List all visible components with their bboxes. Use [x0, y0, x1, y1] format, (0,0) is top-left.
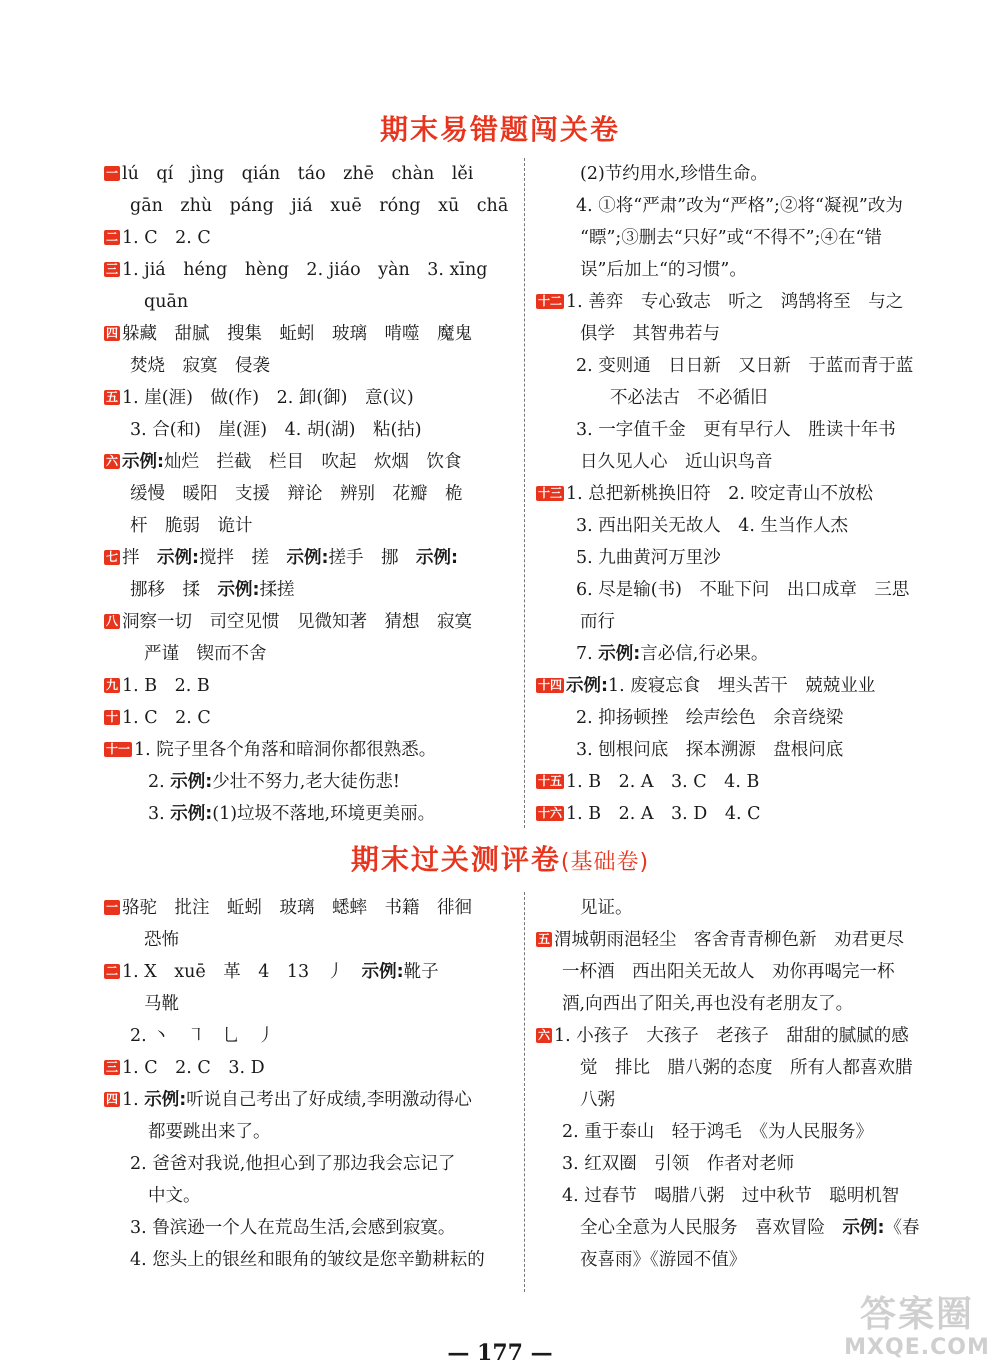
answer-item: 六 1. 小孩子 大孩子 老孩子 甜甜的腻腻的感: [538, 1026, 909, 1046]
section2-title: 期末过关测评卷(基础卷): [350, 843, 650, 876]
number-badge: 十: [106, 710, 119, 724]
example-label: 示例:: [144, 1090, 187, 1110]
answer-line: 酒,向西出了阳关,再也没有老朋友了。: [562, 994, 854, 1014]
example-label: 示例:: [157, 548, 200, 568]
answer-line: 一杯酒 西出阳关无故人 劝你再喝完一杯: [562, 962, 895, 982]
answer-item: 五 1. 崖(涯) 做(作) 2. 卸(御) 意(议): [106, 388, 414, 408]
number-badge: 三: [106, 262, 119, 276]
answer-line: 3. 鲁滨逊一个人在荒岛生活,会感到寂寞。: [130, 1218, 456, 1238]
number-badge: 四: [106, 1092, 119, 1106]
answer-line: “瞟”;③删去“只好”或“不得不”;④在“错: [580, 228, 882, 248]
section1-title: 期末易错题闯关卷: [379, 113, 620, 146]
number-badge: 四: [106, 326, 119, 340]
answer-line: 不必法古 不必循旧: [610, 388, 768, 408]
answer-item: 十五 1. B 2. A 3. C 4. B: [538, 772, 760, 792]
answer-line: 3. 西出阳关无故人 4. 生当作人杰: [576, 516, 849, 536]
number-badge: 十三: [538, 486, 563, 500]
answer-item: 四 躲藏 甜腻 搜集 蚯蚓 玻璃 啃噬 魔鬼: [106, 324, 473, 344]
answer-line: 严谨 锲而不舍: [144, 644, 267, 664]
answer-line: 挪移 揉 示例:揉搓: [130, 580, 295, 600]
column-divider: [524, 158, 525, 828]
answer-line: 5. 九曲黄河万里沙: [576, 548, 721, 568]
answer-item: 十 1. C 2. C: [106, 708, 211, 728]
answer-item: 十四 示例:1. 废寝忘食 埋头苦干 兢兢业业: [538, 676, 876, 696]
answer-line: 杆 脆弱 诡计: [130, 516, 253, 536]
answer-line: gān zhù páng jiá xuē róng xū chā: [130, 196, 509, 216]
answer-item: 二 1. X xuē 革 4 13 丿 示例:靴子: [106, 962, 439, 982]
answer-line: 都要跳出来了。: [148, 1122, 271, 1142]
example-label: 示例:: [842, 1218, 885, 1238]
answer-line: 6. 尽是输(书) 不耻下问 出口成章 三思: [576, 580, 910, 600]
number-badge: 五: [106, 390, 119, 404]
number-badge: 五: [538, 932, 551, 946]
answer-line: 俱学 其智弗若与: [580, 324, 720, 344]
example-label: 示例:: [286, 548, 329, 568]
answer-item: 十一 1. 院子里各个角落和暗洞你都很熟悉。: [106, 740, 437, 760]
answer-line: 中文。: [148, 1186, 201, 1206]
answer-item: 十三 1. 总把新桃换旧符 2. 咬定青山不放松: [538, 484, 874, 504]
number-badge: 六: [106, 454, 119, 468]
answer-line: 7. 示例:言必信,行必果。: [576, 644, 769, 664]
example-label: 示例:: [170, 772, 213, 792]
answer-item: 十六 1. B 2. A 3. D 4. C: [538, 804, 761, 824]
number-badge: 一: [106, 166, 119, 180]
example-label: 示例:: [122, 452, 165, 472]
section2-left-column: [104, 892, 514, 1276]
answer-line: 2. 示例:少壮不努力,老大徒伤悲!: [148, 772, 400, 792]
answer-line: 觉 排比 腊八粥的态度 所有人都喜欢腊: [580, 1058, 913, 1078]
section2-subtitle: (基础卷): [560, 850, 650, 875]
watermark-logo: [842, 1295, 992, 1361]
answer-item: 四 1. 示例:听说自己考出了好成绩,李明激动得心: [106, 1090, 472, 1110]
answer-item: 九 1. B 2. B: [106, 676, 210, 696]
answer-line: 日久见人心 近山识鸟音: [580, 452, 773, 472]
example-label: 示例:: [566, 676, 609, 696]
answer-item: 二 1. C 2. C: [106, 228, 211, 248]
answer-line: 2. 爸爸对我说,他担心到了那边我会忘记了: [130, 1154, 456, 1174]
answer-line: 恐怖: [144, 930, 179, 950]
answer-line: 3. 示例:(1)垃圾不落地,环境更美丽。: [148, 804, 436, 824]
example-label: 示例:: [598, 644, 641, 664]
answer-line: 全心全意为人民服务 喜欢冒险 示例:《春: [580, 1218, 920, 1238]
answer-line: 4. 过春节 喝腊八粥 过中秋节 聪明机智: [562, 1186, 900, 1206]
answer-item: 三 1. C 2. C 3. D: [106, 1058, 265, 1078]
number-badge: 九: [106, 678, 119, 692]
example-label: 示例:: [416, 548, 459, 568]
example-label: 示例:: [217, 580, 260, 600]
answer-line: 2. 变则通 日日新 又日新 于蓝而青于蓝: [576, 356, 914, 376]
answer-line: 3. 刨根问底 探本溯源 盘根问底: [576, 740, 844, 760]
answer-line: 马靴: [144, 994, 179, 1014]
number-badge: 十四: [538, 678, 563, 692]
answer-line: 4. ①将“严肃”改为“严格”;②将“凝视”改为: [576, 196, 903, 216]
number-badge: 十六: [538, 806, 563, 820]
answer-line: 3. 一字值千金 更有早行人 胜读十年书: [576, 420, 896, 440]
number-badge: 二: [106, 964, 119, 978]
answer-item: 一 骆驼 批注 蚯蚓 玻璃 蟋蟀 书籍 徘徊: [106, 898, 473, 918]
page-number: — 177 —: [447, 1340, 553, 1366]
answer-line: 夜喜雨》《游园不值》: [580, 1250, 747, 1270]
answer-line: 而行: [580, 612, 615, 632]
number-badge: 十五: [538, 774, 563, 788]
answer-line: 4. 您头上的银丝和眼角的皱纹是您辛勤耕耘的: [130, 1250, 485, 1270]
example-label: 示例:: [361, 962, 404, 982]
column-divider: [524, 892, 525, 1292]
answer-item: 六 示例:灿烂 拦截 栏目 吹起 炊烟 饮食: [106, 452, 462, 472]
answer-item: 五 渭城朝雨浥轻尘 客舍青青柳色新 劝君更尽: [538, 930, 905, 950]
watermark-text: 答案圈: [859, 1294, 974, 1335]
answer-line: (2)节约用水,珍惜生命。: [580, 164, 768, 184]
section1-left-column: [104, 158, 514, 830]
watermark-url: MXQE.COM: [844, 1335, 990, 1360]
answer-item: 八 洞察一切 司空见惯 见微知著 猜想 寂寞: [106, 612, 473, 632]
example-label: 示例:: [170, 804, 213, 824]
answer-line: 3. 红双圈 引领 作者对老师: [562, 1154, 795, 1174]
number-badge: 八: [106, 614, 119, 628]
answer-item: 三 1. jiá héng hèng 2. jiáo yàn 3. xīng: [106, 260, 488, 280]
answer-line: 误”后加上“的习惯”。: [580, 260, 747, 280]
answer-line: 2. 重于泰山 轻于鸿毛 《为人民服务》: [562, 1122, 874, 1142]
answer-item: 十二 1. 善弈 专心致志 听之 鸿鹄将至 与之: [538, 292, 904, 312]
answer-line: 见证。: [580, 898, 633, 918]
number-badge: 十二: [538, 294, 563, 308]
number-badge: 七: [106, 550, 119, 564]
number-badge: 二: [106, 230, 119, 244]
answer-line: 2. 丶 ㇕ 乚 丿: [130, 1026, 275, 1046]
answer-item: 一 lú qí jìng qián táo zhē chàn lěi: [106, 164, 474, 184]
answer-line: 八粥: [580, 1090, 615, 1110]
number-badge: 三: [106, 1060, 119, 1074]
number-badge: 六: [538, 1028, 551, 1042]
section1-right-column: [536, 158, 956, 830]
number-badge: 十一: [106, 742, 131, 756]
answer-line: 焚烧 寂寞 侵袭: [130, 356, 270, 376]
answer-line: quān: [144, 292, 189, 312]
answer-line: 2. 抑扬顿挫 绘声绘色 余音绕梁: [576, 708, 844, 728]
number-badge: 一: [106, 900, 119, 914]
answer-line: 缓慢 暖阳 支援 辩论 辨别 花瓣 桅: [130, 484, 463, 504]
section2-right-column: [536, 892, 956, 1276]
answer-line: 3. 合(和) 崖(涯) 4. 胡(湖) 粘(拈): [130, 420, 422, 440]
answer-item: 七 拌 示例:搅拌 搓 示例:搓手 挪 示例:: [106, 548, 459, 568]
